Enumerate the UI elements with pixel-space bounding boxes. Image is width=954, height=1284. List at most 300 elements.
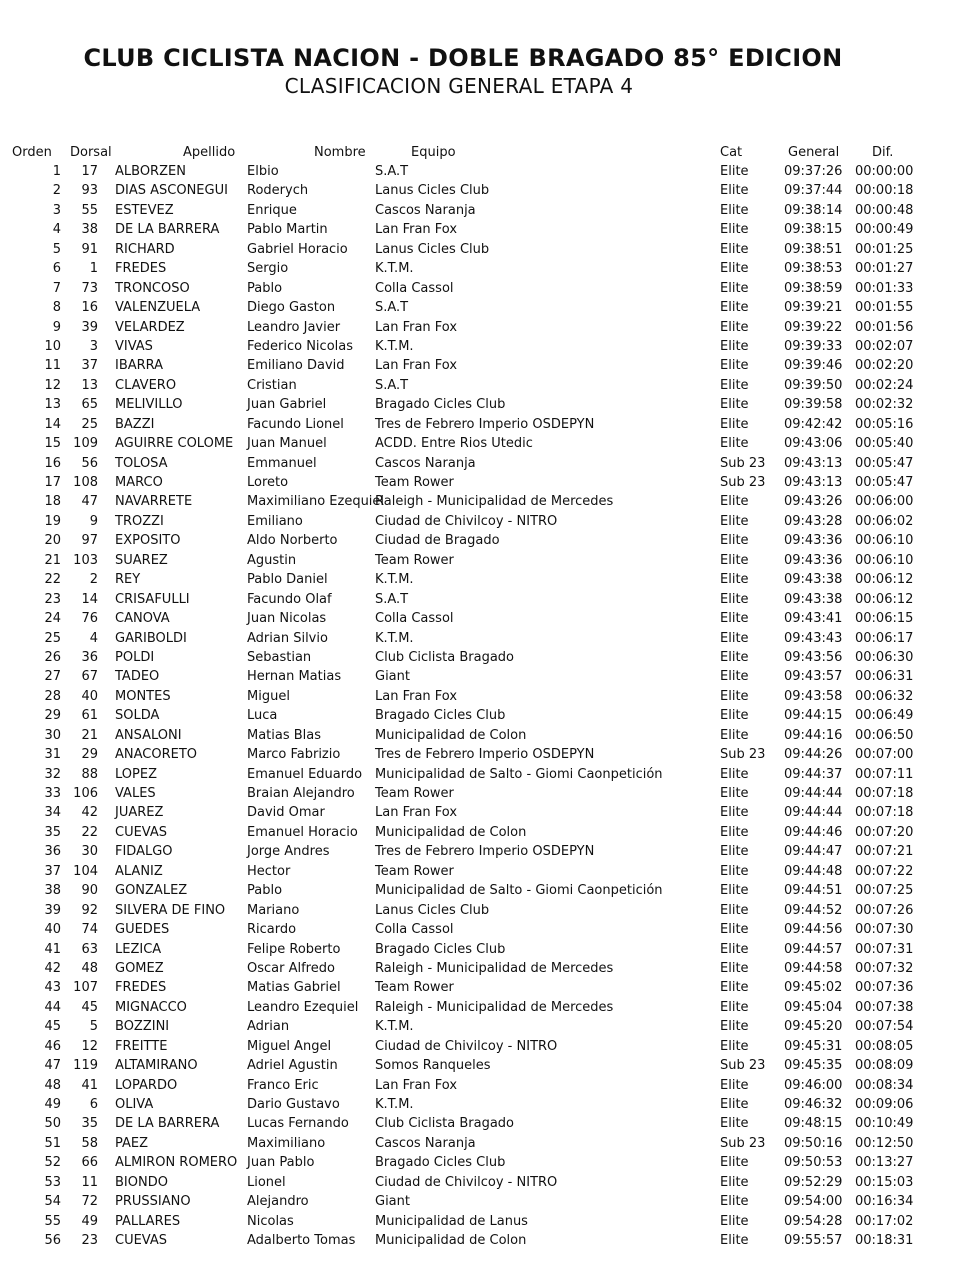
dif-time-cell: 00:08:34 bbox=[855, 1077, 914, 1093]
general-time-cell: 09:44:15 bbox=[784, 708, 843, 724]
equipo-cell: Tres de Febrero Imperio OSDEPYN bbox=[375, 747, 595, 763]
nombre-cell: Enrique bbox=[247, 202, 297, 218]
cat-cell: Elite bbox=[720, 980, 749, 996]
general-time-cell: 09:39:46 bbox=[784, 358, 843, 374]
cat-cell: Elite bbox=[720, 1077, 749, 1093]
orden-cell: 44 bbox=[44, 999, 61, 1015]
equipo-cell: Municipalidad de Colon bbox=[375, 1233, 527, 1249]
apellido-cell: BOZZINI bbox=[115, 1019, 170, 1035]
apellido-cell: ALTAMIRANO bbox=[115, 1058, 198, 1074]
dif-time-cell: 00:07:25 bbox=[855, 883, 914, 899]
table-row bbox=[0, 630, 954, 649]
orden-cell: 22 bbox=[44, 572, 61, 588]
cat-cell: Elite bbox=[720, 377, 749, 393]
nombre-cell: Luca bbox=[247, 708, 278, 724]
orden-cell: 14 bbox=[44, 416, 61, 432]
table-row bbox=[0, 1213, 954, 1232]
orden-cell: 4 bbox=[52, 222, 61, 238]
general-time-cell: 09:39:58 bbox=[784, 397, 843, 413]
header-general: General bbox=[788, 145, 840, 160]
dif-time-cell: 00:05:40 bbox=[855, 436, 914, 452]
general-time-cell: 09:39:33 bbox=[784, 338, 843, 354]
orden-cell: 34 bbox=[44, 805, 61, 821]
orden-cell: 40 bbox=[44, 922, 61, 938]
nombre-cell: Emanuel Horacio bbox=[247, 824, 358, 840]
header-equipo: Equipo bbox=[411, 145, 456, 160]
cat-cell: Elite bbox=[720, 630, 749, 646]
table-row bbox=[0, 902, 954, 921]
general-time-cell: 09:44:52 bbox=[784, 902, 843, 918]
dorsal-cell: 49 bbox=[81, 1213, 98, 1229]
dif-time-cell: 00:06:00 bbox=[855, 494, 914, 510]
nombre-cell: Adrian bbox=[247, 1019, 290, 1035]
general-time-cell: 09:43:13 bbox=[784, 455, 843, 471]
general-time-cell: 09:54:00 bbox=[784, 1194, 843, 1210]
equipo-cell: Raleigh - Municipalidad de Mercedes bbox=[375, 960, 614, 976]
dorsal-cell: 88 bbox=[81, 766, 98, 782]
cat-cell: Elite bbox=[720, 1233, 749, 1249]
table-row bbox=[0, 1135, 954, 1154]
dorsal-cell: 40 bbox=[81, 688, 98, 704]
dorsal-cell: 91 bbox=[81, 241, 98, 257]
table-row bbox=[0, 941, 954, 960]
dif-time-cell: 00:17:02 bbox=[855, 1213, 914, 1229]
cat-cell: Elite bbox=[720, 164, 749, 179]
equipo-cell: Lan Fran Fox bbox=[375, 1077, 458, 1093]
equipo-cell: Bragado Cicles Club bbox=[375, 397, 506, 413]
orden-cell: 2 bbox=[52, 183, 61, 199]
apellido-cell: DIAS ASCONEGUI bbox=[115, 183, 228, 199]
apellido-cell: ALANIZ bbox=[115, 863, 163, 879]
header-dorsal: Dorsal bbox=[70, 145, 112, 160]
equipo-cell: Cascos Naranja bbox=[375, 1135, 476, 1151]
cat-cell: Elite bbox=[720, 1174, 749, 1190]
apellido-cell: PAEZ bbox=[115, 1135, 149, 1151]
orden-cell: 11 bbox=[44, 358, 61, 374]
equipo-cell: Bragado Cicles Club bbox=[375, 708, 506, 724]
table-row bbox=[0, 746, 954, 765]
apellido-cell: PRUSSIANO bbox=[115, 1194, 191, 1210]
dorsal-cell: 90 bbox=[81, 883, 98, 899]
general-time-cell: 09:39:21 bbox=[784, 300, 843, 316]
nombre-cell: David Omar bbox=[247, 805, 325, 821]
equipo-cell: Municipalidad de Salto - Giomi Caonpetición bbox=[375, 766, 663, 782]
nombre-cell: Maximiliano bbox=[247, 1135, 326, 1151]
cat-cell: Elite bbox=[720, 591, 749, 607]
dorsal-cell: 12 bbox=[81, 1038, 98, 1054]
equipo-cell: Somos Ranqueles bbox=[375, 1058, 491, 1074]
apellido-cell: TOLOSA bbox=[115, 455, 168, 471]
nombre-cell: Juan Manuel bbox=[247, 436, 327, 452]
table-row bbox=[0, 377, 954, 396]
cat-cell: Elite bbox=[720, 397, 749, 413]
general-time-cell: 09:44:47 bbox=[784, 844, 843, 860]
cat-cell: Elite bbox=[720, 183, 749, 199]
dorsal-cell: 1 bbox=[89, 261, 98, 277]
apellido-cell: RICHARD bbox=[115, 241, 175, 257]
table-row bbox=[0, 163, 954, 182]
general-time-cell: 09:44:48 bbox=[784, 863, 843, 879]
dorsal-cell: 103 bbox=[73, 552, 98, 568]
apellido-cell: TROZZI bbox=[115, 513, 164, 529]
dif-time-cell: 00:07:36 bbox=[855, 980, 914, 996]
dorsal-cell: 72 bbox=[81, 1194, 98, 1210]
dif-time-cell: 00:07:00 bbox=[855, 747, 914, 763]
cat-cell: Elite bbox=[720, 572, 749, 588]
table-row bbox=[0, 513, 954, 532]
apellido-cell: MARCO bbox=[115, 475, 163, 490]
nombre-cell: Maximiliano Ezequiel bbox=[247, 494, 385, 510]
table-row bbox=[0, 260, 954, 279]
apellido-cell: SUAREZ bbox=[115, 552, 168, 568]
dif-time-cell: 00:02:24 bbox=[855, 377, 914, 393]
apellido-cell: SOLDA bbox=[115, 708, 160, 724]
apellido-cell: ALBORZEN bbox=[115, 164, 186, 179]
apellido-cell: PALLARES bbox=[115, 1213, 181, 1229]
orden-cell: 7 bbox=[52, 280, 61, 296]
equipo-cell: Team Rower bbox=[375, 552, 454, 568]
equipo-cell: K.T.M. bbox=[375, 1019, 414, 1035]
equipo-cell: Team Rower bbox=[375, 980, 454, 996]
orden-cell: 3 bbox=[52, 202, 61, 218]
general-time-cell: 09:44:44 bbox=[784, 805, 843, 821]
orden-cell: 53 bbox=[44, 1174, 61, 1190]
equipo-cell: Lanus Cicles Club bbox=[375, 902, 490, 918]
apellido-cell: ANACORETO bbox=[115, 747, 198, 763]
header-nombre: Nombre bbox=[314, 145, 366, 160]
cat-cell: Elite bbox=[720, 261, 749, 277]
cat-cell: Elite bbox=[720, 688, 749, 704]
dif-time-cell: 00:02:07 bbox=[855, 338, 914, 354]
general-time-cell: 09:45:02 bbox=[784, 980, 843, 996]
table-row bbox=[0, 552, 954, 571]
dif-time-cell: 00:00:00 bbox=[855, 164, 914, 179]
cat-cell: Elite bbox=[720, 844, 749, 860]
equipo-cell: Lanus Cicles Club bbox=[375, 241, 490, 257]
orden-cell: 29 bbox=[44, 708, 61, 724]
cat-cell: Elite bbox=[720, 280, 749, 296]
cat-cell: Elite bbox=[720, 786, 749, 801]
cat-cell: Elite bbox=[720, 436, 749, 452]
general-time-cell: 09:52:29 bbox=[784, 1174, 843, 1190]
table-row bbox=[0, 571, 954, 590]
dif-time-cell: 00:07:30 bbox=[855, 922, 914, 938]
general-time-cell: 09:43:28 bbox=[784, 513, 843, 529]
dif-time-cell: 00:06:12 bbox=[855, 572, 914, 588]
orden-cell: 18 bbox=[44, 494, 61, 510]
document-subtitle: CLASIFICACION GENERAL ETAPA 4 bbox=[284, 74, 634, 98]
general-time-cell: 09:43:58 bbox=[784, 688, 843, 704]
orden-cell: 28 bbox=[44, 688, 61, 704]
equipo-cell: Colla Cassol bbox=[375, 922, 454, 938]
orden-cell: 36 bbox=[44, 844, 61, 860]
equipo-cell: Raleigh - Municipalidad de Mercedes bbox=[375, 494, 614, 510]
dif-time-cell: 00:07:18 bbox=[855, 805, 914, 821]
equipo-cell: Lan Fran Fox bbox=[375, 688, 458, 704]
nombre-cell: Marco Fabrizio bbox=[247, 747, 341, 763]
nombre-cell: Loreto bbox=[247, 475, 289, 490]
dif-time-cell: 00:07:18 bbox=[855, 786, 914, 801]
apellido-cell: GARIBOLDI bbox=[115, 630, 187, 646]
dorsal-cell: 109 bbox=[73, 436, 98, 452]
equipo-cell: Ciudad de Chivilcoy - NITRO bbox=[375, 513, 558, 529]
dorsal-cell: 30 bbox=[81, 844, 98, 860]
dorsal-cell: 61 bbox=[81, 708, 98, 724]
orden-cell: 19 bbox=[44, 513, 61, 529]
nombre-cell: Adriel Agustin bbox=[247, 1058, 338, 1074]
table-row bbox=[0, 960, 954, 979]
cat-cell: Elite bbox=[720, 552, 749, 568]
dif-time-cell: 00:06:02 bbox=[855, 513, 914, 529]
dif-time-cell: 00:08:09 bbox=[855, 1058, 914, 1074]
equipo-cell: Tres de Febrero Imperio OSDEPYN bbox=[375, 416, 595, 432]
orden-cell: 9 bbox=[52, 319, 61, 335]
general-time-cell: 09:50:16 bbox=[784, 1135, 843, 1151]
cat-cell: Elite bbox=[720, 1116, 749, 1132]
general-time-cell: 09:43:06 bbox=[784, 436, 843, 452]
dorsal-cell: 58 bbox=[81, 1135, 98, 1151]
dif-time-cell: 00:00:48 bbox=[855, 202, 914, 218]
header-cat: Cat bbox=[720, 145, 743, 160]
orden-cell: 12 bbox=[44, 377, 61, 393]
nombre-cell: Matias Gabriel bbox=[247, 980, 341, 996]
orden-cell: 35 bbox=[44, 824, 61, 840]
equipo-cell: Ciudad de Bragado bbox=[375, 533, 500, 549]
orden-cell: 48 bbox=[44, 1077, 61, 1093]
equipo-cell: Lan Fran Fox bbox=[375, 319, 458, 335]
orden-cell: 24 bbox=[44, 611, 61, 627]
general-time-cell: 09:44:46 bbox=[784, 824, 843, 840]
dif-time-cell: 00:09:06 bbox=[855, 1097, 914, 1112]
table-row bbox=[0, 338, 954, 357]
equipo-cell: ACDD. Entre Rios Utedic bbox=[375, 436, 533, 452]
apellido-cell: VELARDEZ bbox=[115, 319, 185, 335]
orden-cell: 46 bbox=[44, 1038, 61, 1054]
general-time-cell: 09:45:31 bbox=[784, 1038, 843, 1054]
apellido-cell: AGUIRRE COLOME bbox=[115, 436, 234, 452]
equipo-cell: Cascos Naranja bbox=[375, 455, 476, 471]
apellido-cell: CANOVA bbox=[115, 611, 170, 627]
dif-time-cell: 00:05:47 bbox=[855, 475, 914, 490]
equipo-cell: K.T.M. bbox=[375, 338, 414, 354]
dorsal-cell: 73 bbox=[81, 280, 98, 296]
orden-cell: 33 bbox=[44, 786, 61, 801]
nombre-cell: Hernan Matias bbox=[247, 669, 342, 685]
apellido-cell: NAVARRETE bbox=[115, 494, 193, 510]
apellido-cell: GOMEZ bbox=[115, 960, 164, 976]
table-row bbox=[0, 455, 954, 474]
dif-time-cell: 00:18:31 bbox=[855, 1233, 914, 1249]
results-table bbox=[0, 144, 954, 1252]
apellido-cell: CUEVAS bbox=[115, 1233, 168, 1249]
orden-cell: 1 bbox=[52, 164, 61, 179]
general-time-cell: 09:44:37 bbox=[784, 766, 843, 782]
cat-cell: Elite bbox=[720, 1194, 749, 1210]
cat-cell: Elite bbox=[720, 1155, 749, 1171]
general-time-cell: 09:44:56 bbox=[784, 922, 843, 938]
apellido-cell: MONTES bbox=[115, 688, 171, 704]
apellido-cell: MIGNACCO bbox=[115, 999, 187, 1015]
apellido-cell: JUAREZ bbox=[115, 805, 164, 821]
equipo-cell: K.T.M. bbox=[375, 630, 414, 646]
dorsal-cell: 47 bbox=[81, 494, 98, 510]
dorsal-cell: 36 bbox=[81, 649, 98, 665]
dorsal-cell: 23 bbox=[81, 1233, 98, 1249]
dif-time-cell: 00:06:50 bbox=[855, 727, 914, 743]
dif-time-cell: 00:01:56 bbox=[855, 319, 914, 335]
table-row bbox=[0, 357, 954, 376]
dif-time-cell: 00:07:11 bbox=[855, 766, 914, 782]
cat-cell: Elite bbox=[720, 1097, 749, 1112]
table-body bbox=[0, 163, 954, 1252]
document-title: CLUB CICLISTA NACION - DOBLE BRAGADO 85° EDICION bbox=[83, 44, 843, 72]
nombre-cell: Pablo Martin bbox=[247, 222, 328, 238]
dorsal-cell: 17 bbox=[81, 164, 98, 179]
nombre-cell: Diego Gaston bbox=[247, 300, 336, 316]
apellido-cell: ANSALONI bbox=[115, 727, 182, 743]
table-row bbox=[0, 202, 954, 221]
header-apellido: Apellido bbox=[183, 145, 236, 160]
dorsal-cell: 38 bbox=[81, 222, 98, 238]
table-row bbox=[0, 610, 954, 629]
nombre-cell: Facundo Lionel bbox=[247, 416, 344, 432]
dorsal-cell: 107 bbox=[73, 980, 98, 996]
equipo-cell: K.T.M. bbox=[375, 261, 414, 277]
apellido-cell: TADEO bbox=[115, 669, 160, 685]
table-row bbox=[0, 1018, 954, 1037]
nombre-cell: Adalberto Tomas bbox=[247, 1233, 356, 1249]
table-row bbox=[0, 1057, 954, 1076]
general-time-cell: 09:38:15 bbox=[784, 222, 843, 238]
cat-cell: Elite bbox=[720, 766, 749, 782]
cat-cell: Elite bbox=[720, 513, 749, 529]
cat-cell: Elite bbox=[720, 708, 749, 724]
general-time-cell: 09:43:36 bbox=[784, 533, 843, 549]
cat-cell: Elite bbox=[720, 1213, 749, 1229]
apellido-cell: VALES bbox=[115, 786, 156, 801]
cat-cell: Elite bbox=[720, 1019, 749, 1035]
table-row bbox=[0, 280, 954, 299]
cat-cell: Elite bbox=[720, 494, 749, 510]
dif-time-cell: 00:06:10 bbox=[855, 533, 914, 549]
apellido-cell: EXPOSITO bbox=[115, 533, 181, 549]
apellido-cell: ESTEVEZ bbox=[115, 202, 174, 218]
apellido-cell: IBARRA bbox=[115, 358, 164, 374]
orden-cell: 42 bbox=[44, 960, 61, 976]
table-row bbox=[0, 591, 954, 610]
orden-cell: 30 bbox=[44, 727, 61, 743]
cat-cell: Elite bbox=[720, 941, 749, 957]
cat-cell: Elite bbox=[720, 241, 749, 257]
table-row bbox=[0, 649, 954, 668]
dif-time-cell: 00:01:55 bbox=[855, 300, 914, 316]
table-row bbox=[0, 921, 954, 940]
table-row bbox=[0, 707, 954, 726]
table-row bbox=[0, 299, 954, 318]
orden-cell: 49 bbox=[44, 1097, 61, 1112]
dorsal-cell: 97 bbox=[81, 533, 98, 549]
cat-cell: Elite bbox=[720, 727, 749, 743]
table-row bbox=[0, 804, 954, 823]
general-time-cell: 09:46:32 bbox=[784, 1097, 843, 1112]
apellido-cell: CRISAFULLI bbox=[115, 591, 190, 607]
table-row bbox=[0, 979, 954, 998]
dif-time-cell: 00:07:54 bbox=[855, 1019, 914, 1035]
nombre-cell: Oscar Alfredo bbox=[247, 960, 335, 976]
orden-cell: 26 bbox=[44, 649, 61, 665]
cat-cell: Elite bbox=[720, 669, 749, 685]
cat-cell: Elite bbox=[720, 533, 749, 549]
orden-cell: 50 bbox=[44, 1116, 61, 1132]
dif-time-cell: 00:05:47 bbox=[855, 455, 914, 471]
dif-time-cell: 00:00:49 bbox=[855, 222, 914, 238]
nombre-cell: Elbio bbox=[247, 164, 279, 179]
apellido-cell: FIDALGO bbox=[115, 844, 173, 860]
cat-cell: Elite bbox=[720, 824, 749, 840]
dif-time-cell: 00:16:34 bbox=[855, 1194, 914, 1210]
general-time-cell: 09:43:36 bbox=[784, 552, 843, 568]
general-time-cell: 09:45:20 bbox=[784, 1019, 843, 1035]
orden-cell: 21 bbox=[44, 552, 61, 568]
orden-cell: 54 bbox=[44, 1194, 61, 1210]
nombre-cell: Adrian Silvio bbox=[247, 630, 328, 646]
nombre-cell: Miguel bbox=[247, 688, 290, 704]
dif-time-cell: 00:01:27 bbox=[855, 261, 914, 277]
cat-cell: Elite bbox=[720, 202, 749, 218]
general-time-cell: 09:48:15 bbox=[784, 1116, 843, 1132]
nombre-cell: Juan Nicolas bbox=[247, 611, 327, 627]
apellido-cell: LOPARDO bbox=[115, 1077, 178, 1093]
dif-time-cell: 00:06:32 bbox=[855, 688, 914, 704]
dif-time-cell: 00:07:22 bbox=[855, 863, 914, 879]
cat-cell: Sub 23 bbox=[720, 1135, 766, 1151]
dif-time-cell: 00:06:49 bbox=[855, 708, 914, 724]
general-time-cell: 09:38:53 bbox=[784, 261, 843, 277]
dif-time-cell: 00:07:21 bbox=[855, 844, 914, 860]
nombre-cell: Juan Pablo bbox=[247, 1155, 315, 1171]
general-time-cell: 09:44:51 bbox=[784, 883, 843, 899]
equipo-cell: Colla Cassol bbox=[375, 280, 454, 296]
nombre-cell: Federico Nicolas bbox=[247, 338, 353, 354]
orden-cell: 55 bbox=[44, 1213, 61, 1229]
orden-cell: 51 bbox=[44, 1135, 61, 1151]
general-time-cell: 09:43:26 bbox=[784, 494, 843, 510]
dif-time-cell: 00:07:31 bbox=[855, 941, 914, 957]
cat-cell: Elite bbox=[720, 300, 749, 316]
dorsal-cell: 67 bbox=[81, 669, 98, 685]
nombre-cell: Pablo bbox=[247, 280, 283, 296]
apellido-cell: POLDI bbox=[115, 649, 155, 665]
general-time-cell: 09:50:53 bbox=[784, 1155, 843, 1171]
general-time-cell: 09:39:50 bbox=[784, 377, 843, 393]
apellido-cell: LEZICA bbox=[115, 941, 162, 957]
nombre-cell: Facundo Olaf bbox=[247, 591, 332, 607]
general-time-cell: 09:37:44 bbox=[784, 183, 843, 199]
general-time-cell: 09:43:43 bbox=[784, 630, 843, 646]
orden-cell: 13 bbox=[44, 397, 61, 413]
table-row bbox=[0, 1154, 954, 1173]
table-row bbox=[0, 221, 954, 240]
apellido-cell: TRONCOSO bbox=[115, 280, 190, 296]
orden-cell: 6 bbox=[52, 261, 61, 277]
equipo-cell: Municipalidad de Lanus bbox=[375, 1213, 528, 1229]
dorsal-cell: 21 bbox=[81, 727, 98, 743]
table-row bbox=[0, 1115, 954, 1134]
table-row bbox=[0, 766, 954, 785]
orden-cell: 5 bbox=[52, 241, 61, 257]
apellido-cell: SILVERA DE FINO bbox=[115, 902, 226, 918]
cat-cell: Elite bbox=[720, 922, 749, 938]
